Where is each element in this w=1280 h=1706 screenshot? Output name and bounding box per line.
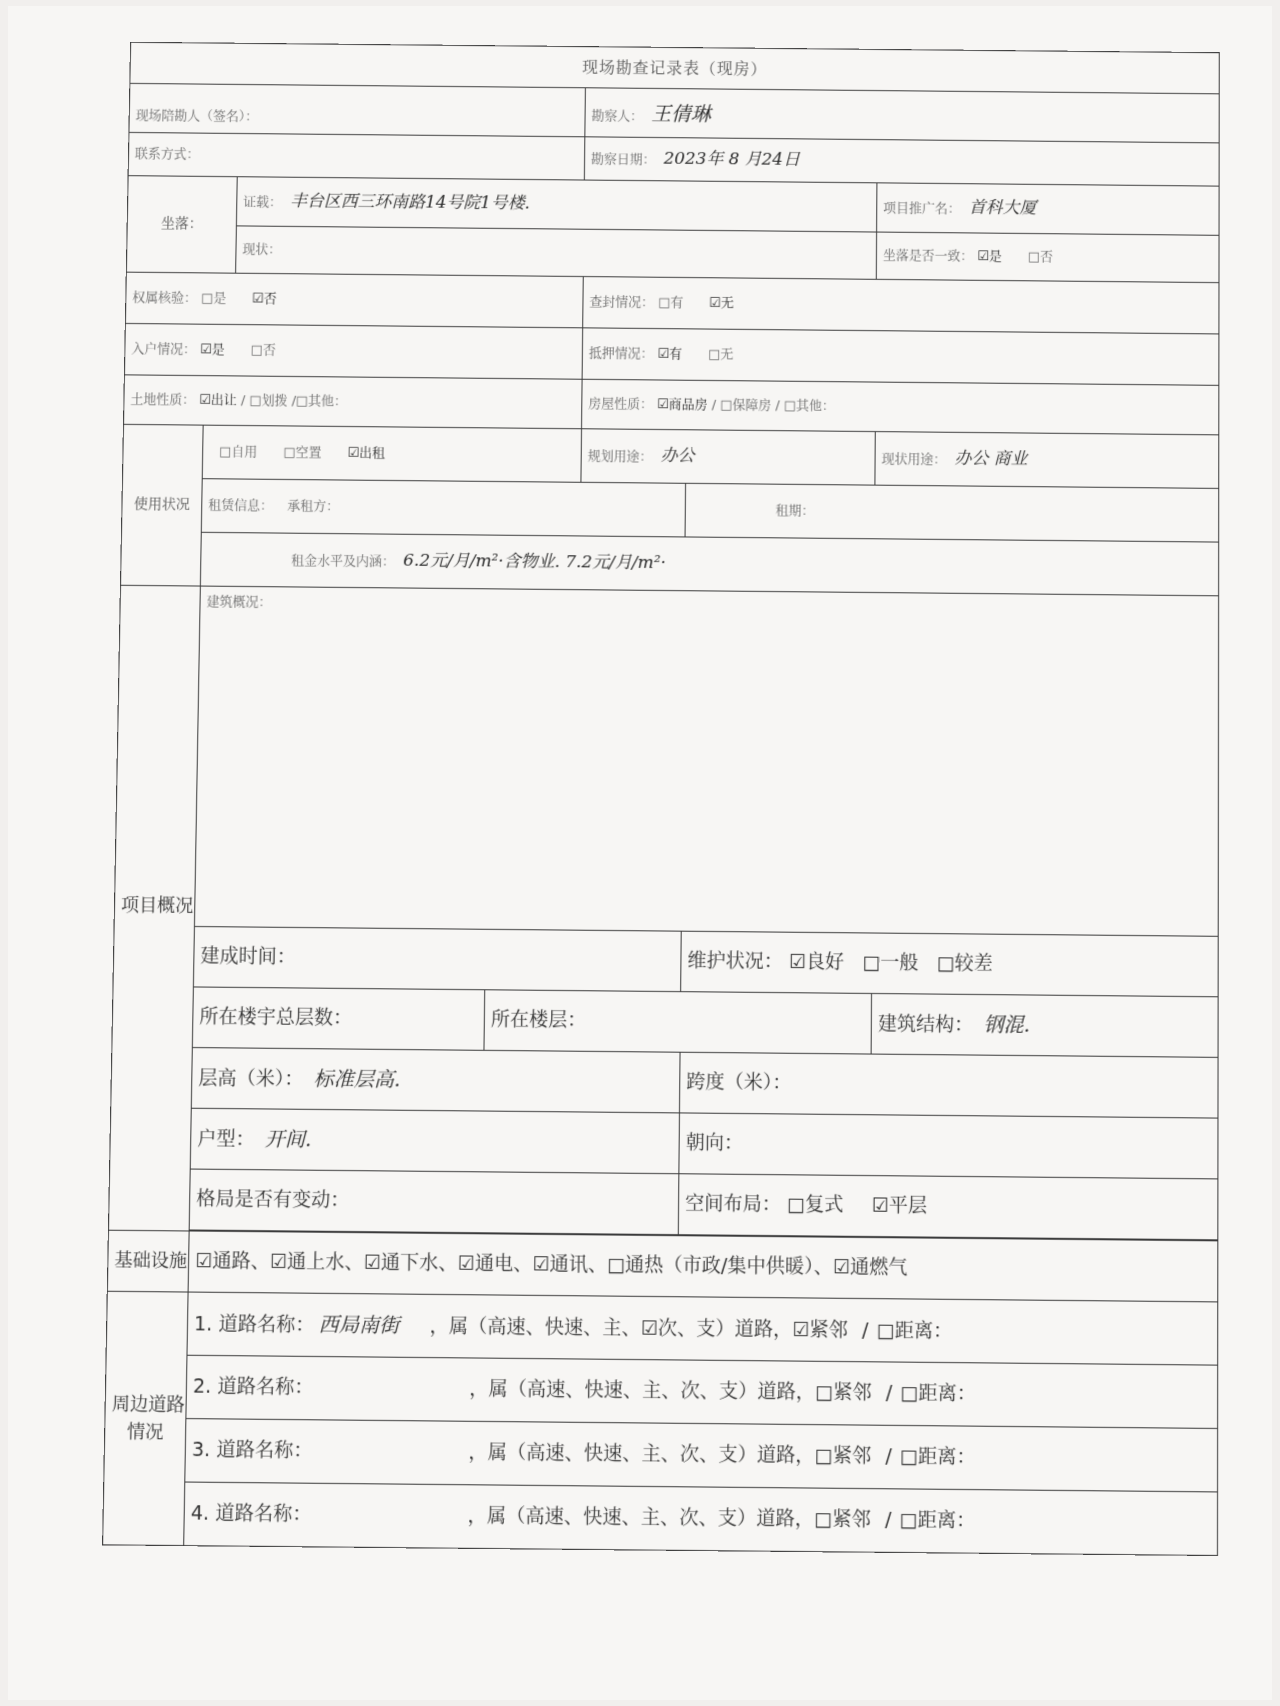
- layout-change-label: 格局是否有变动：: [196, 1187, 350, 1212]
- current-use-value: 办公 商业: [954, 448, 1028, 470]
- mortgage-no-checkbox[interactable]: □无: [708, 347, 734, 363]
- space-layout-label: 空间布局：: [685, 1192, 782, 1216]
- space-layout-duplex-checkbox[interactable]: □复式: [786, 1193, 844, 1217]
- road-type: ，属（高速、快速、主、☑次、支）道路，: [429, 1315, 793, 1342]
- consistent-yes-checkbox[interactable]: ☑是: [977, 248, 1002, 264]
- rights-verify-cell: [125, 272, 583, 328]
- orientation-label: 朝向：: [685, 1131, 744, 1155]
- building-overview-cell[interactable]: [194, 586, 1218, 936]
- house-nature-cell: [582, 379, 1219, 435]
- surveyor-value: 王倩琳: [651, 101, 711, 126]
- rent-label: 租金水平及内涵：: [290, 553, 396, 570]
- building-overview-label: 建筑概况：: [206, 594, 272, 611]
- road-name: 西局南街: [318, 1312, 400, 1338]
- roads-label: [103, 1291, 188, 1545]
- current-location-cell[interactable]: [236, 226, 877, 279]
- land-other-checkbox[interactable]: /□其他：: [291, 393, 348, 409]
- built-time-label: 建成时间：: [200, 945, 297, 969]
- road-row[interactable]: [184, 1482, 1218, 1556]
- usage-label: 使用状况: [120, 424, 203, 586]
- planned-use-value: 办公: [660, 446, 695, 467]
- current-use-cell[interactable]: [875, 432, 1219, 489]
- road-distance-checkbox[interactable]: □距离：: [899, 1445, 976, 1469]
- lease-term-cell[interactable]: [685, 483, 1219, 542]
- road-adjacent-checkbox[interactable]: □紧邻: [814, 1381, 872, 1405]
- house-affordable-checkbox[interactable]: / □保障房: [711, 397, 772, 413]
- household-no-checkbox[interactable]: □否: [250, 342, 276, 358]
- road-type: ，属（高速、快速、主、次、支）道路，: [467, 1504, 815, 1531]
- current-use-label: 现状用途：: [881, 452, 947, 468]
- floor-height-cell[interactable]: [191, 1048, 680, 1113]
- road-name: [315, 1521, 467, 1522]
- usage-rented-checkbox[interactable]: ☑出租: [347, 445, 386, 461]
- built-time-cell[interactable]: [193, 926, 681, 991]
- span-label: 跨度（米）：: [686, 1071, 792, 1095]
- structure-cell[interactable]: [871, 993, 1218, 1057]
- usage-vacant-checkbox[interactable]: □空置: [283, 444, 322, 461]
- mortgage-label: 抵押情况：: [588, 345, 654, 362]
- planned-use-label: 规划用途：: [587, 449, 653, 465]
- seal-cell: [583, 277, 1219, 334]
- road-name: [317, 1394, 469, 1395]
- surveyor-label: 勘察人：: [591, 108, 644, 124]
- road-adjacent-checkbox[interactable]: □紧邻: [814, 1444, 872, 1468]
- household-yes-checkbox[interactable]: ☑是: [200, 342, 225, 358]
- survey-form: [111, 42, 1239, 1700]
- infrastructure-label: 基础设施: [107, 1230, 189, 1292]
- household-label: 入户情况：: [131, 341, 197, 357]
- road-prefix: 1. 道路名称：: [193, 1313, 315, 1337]
- date-cell[interactable]: [584, 137, 1219, 186]
- road-adjacent-checkbox[interactable]: ☑紧邻: [792, 1318, 848, 1342]
- lease-info-label: 租赁信息：: [208, 497, 274, 514]
- location-label: 坐落：: [126, 176, 237, 274]
- span-cell[interactable]: [679, 1052, 1218, 1118]
- road-distance-checkbox[interactable]: □距离：: [899, 1508, 976, 1533]
- seal-label: 查封情况：: [589, 294, 655, 310]
- deed-label: 证载：: [243, 195, 283, 211]
- road-prefix: 2. 道路名称：: [192, 1375, 314, 1399]
- road-adjacent-checkbox[interactable]: □紧邻: [813, 1508, 871, 1532]
- road-row[interactable]: [187, 1292, 1218, 1365]
- orientation-cell[interactable]: [679, 1113, 1218, 1179]
- date-label: 勘察日期：: [590, 152, 656, 168]
- companion-label: 现场陪勘人（签名）：: [135, 108, 259, 125]
- current-location-label: 现状：: [242, 241, 282, 258]
- usage-options-cell: [202, 425, 581, 482]
- house-commercial-checkbox[interactable]: ☑商品房: [657, 396, 708, 413]
- maintenance-cell: [681, 931, 1219, 997]
- road-prefix: 3. 道路名称：: [191, 1438, 313, 1463]
- usage-self-checkbox[interactable]: □自用: [218, 444, 258, 460]
- unit-type-value: 开间.: [264, 1126, 312, 1152]
- roads-label-line2: 情况: [126, 1421, 164, 1443]
- deed-cell[interactable]: [236, 177, 877, 232]
- rights-verify-label: 权属核验：: [132, 290, 198, 306]
- road-type: ，属（高速、快速、主、次、支）道路，: [468, 1441, 815, 1468]
- floor-label: 所在楼层：: [490, 1008, 587, 1032]
- structure-label: 建筑结构：: [877, 1013, 974, 1037]
- land-nature-label: 土地性质：: [130, 391, 196, 408]
- rent-value: 6.2元/月/m²·含物业. 7.2元/月/m²·: [402, 550, 667, 574]
- house-other-checkbox[interactable]: / □其他：: [775, 398, 835, 414]
- structure-value: 钢混.: [983, 1012, 1031, 1037]
- total-floors-label: 所在楼宇总层数：: [199, 1005, 353, 1030]
- seal-yes-checkbox[interactable]: □有: [658, 295, 684, 311]
- road-separator: /: [884, 1508, 892, 1532]
- road-row[interactable]: [186, 1355, 1218, 1428]
- consistent-cell: [876, 232, 1219, 283]
- consistent-label: 坐落是否一致：: [882, 248, 974, 264]
- space-layout-flat-checkbox[interactable]: ☑平层: [871, 1194, 928, 1218]
- road-distance-checkbox[interactable]: □距离：: [876, 1319, 953, 1343]
- deed-value: 丰台区西三环南路14号院1号楼.: [289, 191, 531, 214]
- contact-cell[interactable]: [128, 132, 585, 180]
- floor-cell[interactable]: [484, 990, 872, 1054]
- household-cell: [124, 323, 582, 379]
- contact-label: 联系方式：: [134, 146, 200, 162]
- promo-name-cell[interactable]: [877, 183, 1220, 235]
- companion-signature-cell[interactable]: [129, 83, 585, 136]
- project-label: 项目概况: [108, 585, 200, 1231]
- floor-height-label: 层高（米）：: [198, 1067, 304, 1091]
- unit-type-cell[interactable]: [190, 1108, 679, 1174]
- lease-term-label: 租期：: [775, 503, 815, 519]
- planned-use-cell[interactable]: [581, 429, 875, 485]
- surveyor-cell[interactable]: [585, 88, 1219, 143]
- infrastructure-items[interactable]: ☑通路、☑通上水、☑通下水、☑通电、☑通讯、□通热（市政/集中供暖）、☑通燃气: [188, 1231, 1218, 1302]
- consistent-no-checkbox[interactable]: □否: [1027, 249, 1053, 265]
- survey-table: [102, 42, 1220, 1556]
- road-name: [316, 1457, 468, 1458]
- land-transfer-checkbox[interactable]: ☑出让: [199, 392, 237, 408]
- unit-type-label: 户型：: [197, 1128, 255, 1151]
- road-prefix: 4. 道路名称：: [190, 1502, 312, 1526]
- date-value: 2023年 8 月24日: [663, 149, 801, 171]
- land-nature-cell: [123, 375, 582, 429]
- promo-name-label: 项目推广名：: [883, 201, 961, 217]
- rights-verify-no-checkbox[interactable]: ☑否: [252, 291, 277, 307]
- layout-change-cell[interactable]: [189, 1169, 679, 1235]
- road-row[interactable]: [185, 1419, 1218, 1492]
- floor-height-value: 标准层高.: [313, 1066, 401, 1092]
- road-separator: /: [861, 1319, 869, 1342]
- lease-info-cell[interactable]: [201, 479, 685, 537]
- maintenance-poor-checkbox[interactable]: □较差: [936, 952, 993, 976]
- road-type: ，属（高速、快速、主、次、支）道路，: [469, 1377, 816, 1404]
- mortgage-yes-checkbox[interactable]: ☑有: [657, 346, 683, 362]
- maintenance-good-checkbox[interactable]: ☑良好: [788, 950, 845, 974]
- road-separator: /: [885, 1445, 892, 1468]
- lessee-label: 承租方：: [287, 498, 340, 514]
- road-distance-checkbox[interactable]: □距离：: [900, 1382, 977, 1406]
- form-title: 现场勘查记录表（现房）: [130, 42, 1219, 94]
- paper-sheet: [8, 6, 1272, 1700]
- maintenance-fair-checkbox[interactable]: □一般: [862, 951, 919, 975]
- rent-cell[interactable]: [200, 532, 1218, 596]
- rights-verify-yes-checkbox[interactable]: □是: [200, 290, 227, 306]
- space-layout-cell: [678, 1174, 1218, 1240]
- land-allocated-checkbox[interactable]: / □划拨: [240, 392, 288, 409]
- roads-label-line1: 周边道路: [111, 1393, 185, 1416]
- total-floors-cell[interactable]: [192, 987, 484, 1050]
- mortgage-cell: [582, 328, 1219, 386]
- road-separator: /: [885, 1381, 893, 1405]
- seal-no-checkbox[interactable]: ☑无: [709, 295, 734, 311]
- promo-name-value: 首科大厦: [968, 198, 1037, 219]
- maintenance-label: 维护状况：: [687, 949, 783, 974]
- house-nature-label: 房屋性质：: [588, 396, 654, 412]
